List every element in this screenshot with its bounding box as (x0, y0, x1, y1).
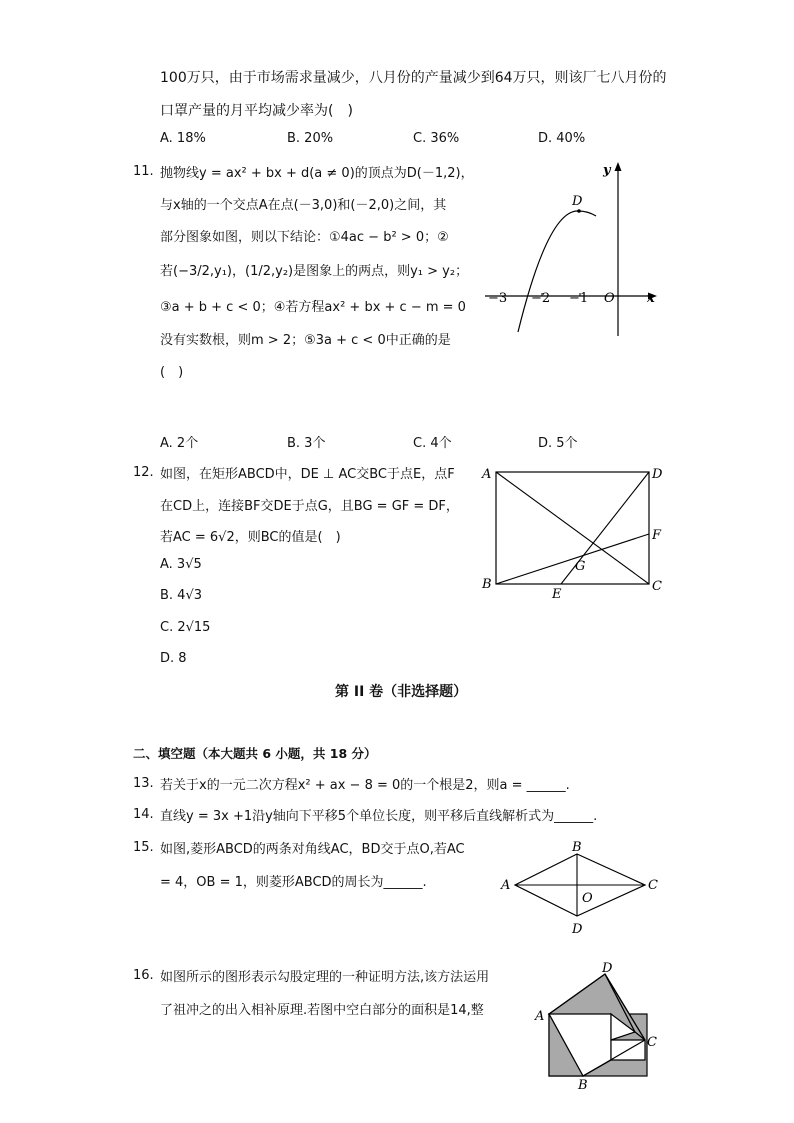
q12-line2: 在CD上，连接BF交DE于点G，且BG = GF = DF， (160, 499, 459, 514)
q13-number: 13. (133, 776, 154, 791)
q15-label-o: O (582, 891, 593, 906)
q10-line1: 100万只，由于市场需求量减少，八月份的产量减少到64万只，则该厂七八月份的 (160, 70, 667, 86)
q11-option-a: A. 2个 (160, 436, 199, 451)
q11-line3: 部分图象如图，则以下结论：①4ac − b² > 0；② (160, 230, 449, 245)
q12-label-a: A (482, 467, 492, 482)
q11-line4: 若(−3/2,y₁)，(1/2,y₂)是图象上的两点，则y₁ > y₂； (160, 264, 469, 279)
q10-option-c: C. 36% (413, 131, 460, 146)
q12-option-c: C. 2√15 (160, 620, 211, 635)
q14-text: 直线y = 3x +1沿y轴向下平移5个单位长度，则平移后直线解析式为______. (160, 809, 598, 824)
q11-line1: 抛物线y = ax² + bx + d(a ≠ 0)的顶点为D(－1,2)， (160, 166, 474, 181)
part2-title: 第 II 卷（非选择题） (335, 684, 468, 700)
q15-label-b: B (572, 840, 582, 855)
q16-number: 16. (133, 968, 154, 983)
q16-line1: 如图所示的图形表示勾股定理的一种证明方法,该方法运用 (160, 970, 490, 985)
q15-rhombus-figure (495, 838, 665, 938)
q12-label-e: E (552, 587, 562, 602)
q12-line1: 如图，在矩形ABCD中，DE ⊥ AC交BC于点E，点F (160, 467, 455, 482)
q15-label-a: A (501, 878, 511, 893)
q15-label-c: C (648, 878, 658, 893)
q12-line3: 若AC = 6√2，则BC的值是( ) (160, 530, 341, 545)
q12-label-f: F (652, 528, 662, 543)
q12-label-d: D (652, 467, 663, 482)
q11-vertex-point (577, 209, 581, 213)
q11-line7: ( ) (160, 365, 184, 380)
q12-label-c: C (652, 579, 662, 594)
q10-option-d: D. 40% (538, 131, 586, 146)
q12-segment-bf (496, 534, 649, 584)
q11-line5: ③a + b + c < 0；④若方程ax² + bx + c − m = 0 (160, 300, 466, 315)
q11-tick-neg3: −3 (488, 291, 508, 306)
q11-tick-neg2: −2 (531, 291, 551, 306)
q11-x-label: x (647, 291, 655, 306)
q11-option-d: D. 5个 (538, 436, 578, 451)
section2-heading: 二、填空题（本大题共 6 小题，共 18 分） (133, 746, 377, 761)
q13-text: 若关于x的一元二次方程x² + ax − 8 = 0的一个根是2，则a = ______. (160, 778, 570, 793)
q15-label-d: D (572, 922, 583, 937)
q11-origin: O (604, 291, 615, 306)
q15-line1: 如图,菱形ABCD的两条对角线AC，BD交于点O,若AC (160, 842, 465, 857)
q16-label-d: D (602, 962, 613, 976)
q11-line6: 没有实数根，则m > 2；⑤3a + c < 0中正确的是 (160, 333, 451, 348)
q16-label-b: B (578, 1078, 588, 1092)
q11-number: 11. (133, 164, 154, 179)
q11-line2: 与x轴的一个交点A在点(－3,0)和(－2,0)之间，其 (160, 198, 447, 213)
q12-diagonal-ac (496, 472, 649, 584)
q11-option-b: B. 3个 (287, 436, 326, 451)
q11-option-c: C. 4个 (413, 436, 452, 451)
q12-option-a: A. 3√5 (160, 557, 202, 572)
q16-label-c: C (647, 1035, 657, 1050)
q12-option-d: D. 8 (160, 651, 187, 666)
q16-label-a: A (535, 1009, 545, 1024)
q12-rectangle-figure (478, 460, 668, 605)
q11-vertex-label: D (572, 194, 583, 209)
q10-option-a: A. 18% (160, 131, 206, 146)
q14-number: 14. (133, 807, 154, 822)
q12-option-b: B. 4√3 (160, 588, 203, 603)
q11-parabola-curve (518, 211, 596, 332)
q11-y-label: y (603, 163, 611, 178)
q11-parabola-figure (480, 158, 670, 343)
q12-number: 12. (133, 465, 154, 480)
q11-y-arrow (615, 162, 622, 171)
q15-line2: = 4，OB = 1，则菱形ABCD的周长为______. (160, 875, 427, 890)
q12-label-g: G (575, 559, 586, 574)
q16-line2: 了祖冲之的出入相补原理.若图中空白部分的面积是14,整 (160, 1003, 484, 1018)
q10-option-b: B. 20% (287, 131, 334, 146)
q11-tick-neg1: −1 (569, 291, 589, 306)
q12-label-b: B (482, 577, 492, 592)
q10-line2: 口罩产量的月平均减少率为( ) (160, 103, 353, 119)
q16-pythagoras-figure (525, 962, 670, 1092)
q15-number: 15. (133, 840, 154, 855)
